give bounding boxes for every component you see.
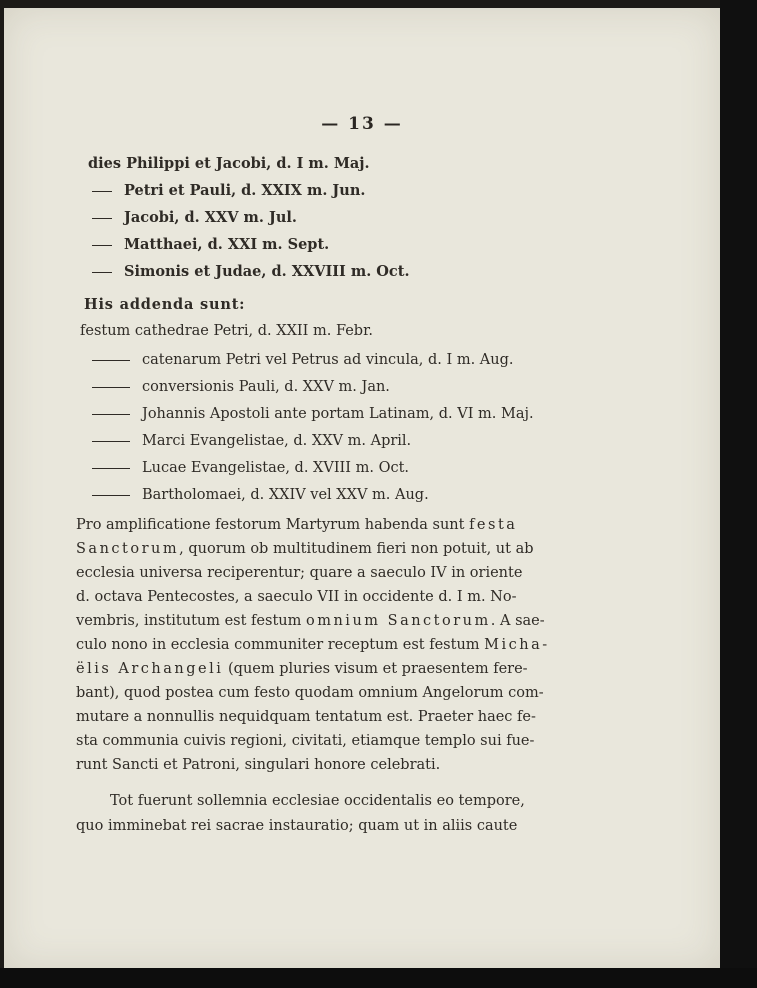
book-page xyxy=(4,8,720,968)
list-item: catenarum Petri vel Petrus ad vincula, d. I m. Aug. xyxy=(92,351,514,369)
text-line: mutare a nonnullis nequidquam tentatum est. Praeter haec fe- xyxy=(76,709,536,725)
text-line: sta communia cuivis regioni, civitati, etiamque templo sui fue- xyxy=(76,733,535,749)
ditto-dash xyxy=(92,245,112,246)
ditto-dash xyxy=(92,360,130,361)
list-item: Simonis et Judae, d. XXVIII m. Oct. xyxy=(92,263,410,281)
ditto-dash xyxy=(92,495,130,496)
text-line: Pro amplificatione festorum Martyrum habenda sunt festa xyxy=(76,517,518,533)
scan-border-right xyxy=(720,0,757,988)
ditto-dash xyxy=(92,191,112,192)
ditto-dash xyxy=(92,272,112,273)
scan-border-bottom xyxy=(0,968,757,988)
text-line: d. octava Pentecostes, a saeculo VII in occidente d. I m. No- xyxy=(76,589,517,605)
text-line: Sanctorum, quorum ob multitudinem fieri non potuit, ut ab xyxy=(76,541,534,557)
list-item: Petri et Pauli, d. XXIX m. Jun. xyxy=(92,182,365,200)
text-line: Tot fuerunt sollemnia ecclesiae occidentalis eo tempore, xyxy=(110,793,525,809)
ditto-dash xyxy=(92,218,112,219)
text-line: runt Sancti et Patroni, singulari honore celebrati. xyxy=(76,757,441,773)
text-line: ëlis Archangeli (quem pluries visum et praesentem fere- xyxy=(76,661,528,677)
ditto-dash xyxy=(92,468,130,469)
ditto-dash xyxy=(92,387,130,388)
text-line: quo imminebat rei sacrae instauratio; quam ut in aliis caute xyxy=(76,818,518,834)
page-number: — 13 — xyxy=(321,114,403,134)
text-line: ecclesia universa reciperentur; quare a saeculo IV in oriente xyxy=(76,565,523,581)
list-item: Jacobi, d. XXV m. Jul. xyxy=(92,209,297,227)
text-line: vembris, institutum est festum omnium Sanctorum. A sae- xyxy=(76,613,545,629)
list-item: Marci Evangelistae, d. XXV m. April. xyxy=(92,432,411,450)
list-item: Johannis Apostoli ante portam Latinam, d. VI m. Maj. xyxy=(92,405,534,423)
list-item: conversionis Pauli, d. XXV m. Jan. xyxy=(92,378,390,396)
list-item: Bartholomaei, d. XXIV vel XXV m. Aug. xyxy=(92,486,429,504)
text-line: culo nono in ecclesia communiter receptum est festum Micha- xyxy=(76,637,550,653)
list-item: dies Philippi et Jacobi, d. I m. Maj. xyxy=(88,155,370,172)
list-item: Matthaei, d. XXI m. Sept. xyxy=(92,236,329,254)
list-item: Lucae Evangelistae, d. XVIII m. Oct. xyxy=(92,459,409,477)
addenda-heading: His addenda sunt: xyxy=(84,296,246,313)
ditto-dash xyxy=(92,414,130,415)
festum-line: festum cathedrae Petri, d. XXII m. Febr. xyxy=(80,323,374,339)
ditto-dash xyxy=(92,441,130,442)
text-line: bant), quod postea cum festo quodam omnium Angelorum com- xyxy=(76,685,544,701)
